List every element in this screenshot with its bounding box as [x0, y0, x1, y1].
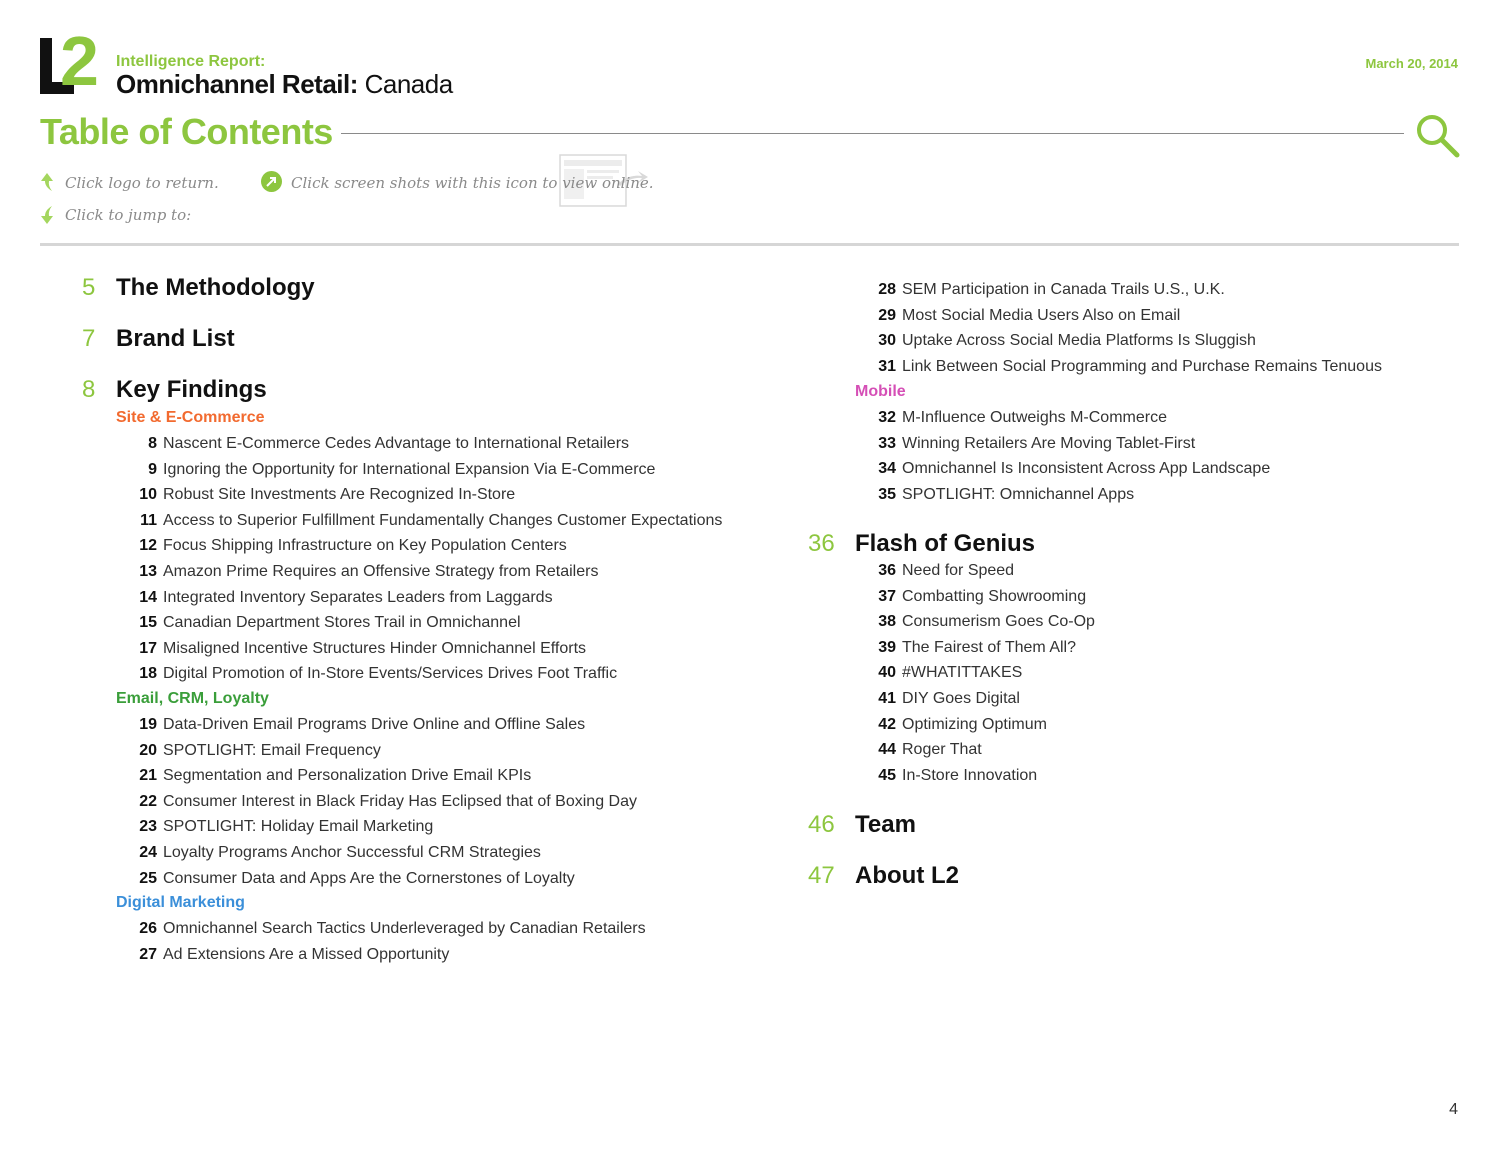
toc-page-number: 18 — [139, 665, 157, 683]
toc-page-number: 13 — [139, 563, 157, 580]
toc-subentry-label: Canadian Department Stores Trail in Omnichannel — [163, 614, 521, 632]
report-title-light: Canada — [357, 69, 453, 99]
toc-subentry-label: Optimizing Optimum — [902, 715, 1047, 733]
toc-page-number: 7 — [82, 325, 96, 352]
toc-subentry-label: Most Social Media Users Also on Email — [902, 306, 1181, 324]
toc-subentry-label: Integrated Inventory Separates Leaders from Laggards — [163, 588, 553, 606]
toc-page-number: 46 — [808, 811, 835, 838]
toc-entry-label: Key Findings — [116, 376, 267, 403]
toc-page-number: 14 — [139, 588, 157, 606]
toc-subentry-label: In-Store Innovation — [902, 766, 1038, 784]
toc-page-number: 8 — [82, 376, 96, 403]
toc-subentry-label: Link Between Social Programming and Purchase Remains Tenuous — [902, 357, 1382, 375]
toc-subentry-label: M-Influence Outweighs M-Commerce — [902, 409, 1167, 426]
toc-page-number: 29 — [878, 306, 896, 324]
toc-subentry-label: SEM Participation in Canada Trails U.S., U.K. — [902, 281, 1225, 298]
toc-page-number: 5 — [82, 274, 96, 301]
report-title-bold: Omnichannel Retail: — [116, 69, 358, 99]
toc-page-number: 37 — [878, 587, 896, 605]
toc-subentry-label: SPOTLIGHT: Email Frequency — [163, 741, 381, 759]
page-number: 4 — [1449, 1101, 1458, 1118]
toc-page-number: 20 — [139, 741, 157, 759]
toc-page-number: 17 — [139, 639, 157, 657]
toc-page-number: 24 — [139, 844, 157, 861]
toc-page-number: 22 — [139, 792, 157, 810]
jump-arrow-icon — [40, 205, 56, 225]
toc-page-number: 32 — [878, 409, 896, 426]
toc-subentry-label: Roger That — [902, 741, 982, 759]
toc-subentry-label: Consumer Data and Apps Are the Cornerstones of Loyalty — [163, 869, 575, 887]
toc-page-number: 40 — [878, 664, 896, 682]
toc-subentry-label: Consumerism Goes Co-Op — [902, 613, 1095, 631]
return-arrow-icon — [40, 172, 56, 192]
toc-page-number: 9 — [148, 460, 157, 478]
category-mobile[interactable]: Mobile — [855, 383, 906, 400]
toc-subentry-label: Ignoring the Opportunity for International Expansion Via E-Commerce — [163, 460, 656, 478]
toc-subentry-label: Loyalty Programs Anchor Successful CRM Strategies — [163, 844, 541, 861]
toc-page-number: 12 — [139, 537, 157, 555]
toc-entry-label: The Methodology — [116, 274, 315, 301]
toc-page-number: 45 — [878, 766, 896, 784]
toc-subentry-label: Access to Superior Fulfillment Fundamentally Changes Customer Expectations — [163, 511, 723, 529]
category-digital-marketing[interactable]: Digital Marketing — [116, 894, 245, 911]
toc-page-number: 39 — [878, 638, 896, 656]
toc-subentry-label: DIY Goes Digital — [902, 690, 1020, 707]
toc-subentry-label: Winning Retailers Are Moving Tablet-First — [902, 434, 1196, 452]
toc-subentry-label: Omnichannel Search Tactics Underleveraged by Canadian Retailers — [163, 920, 646, 937]
toc-subentry-label: Digital Promotion of In-Store Events/Services Drives Foot Traffic — [163, 665, 618, 683]
toc-page-number: 26 — [139, 920, 157, 937]
toc-subentry-label: Data-Driven Email Programs Drive Online and Offline Sales — [163, 716, 586, 733]
toc-subentry-label: Consumer Interest in Black Friday Has Eclipsed that of Boxing Day — [163, 792, 637, 810]
toc-page-number: 15 — [139, 614, 157, 632]
toc-subentry-label: Omnichannel Is Inconsistent Across App Landscape — [902, 460, 1271, 478]
report-date: March 20, 2014 — [1365, 56, 1458, 71]
report-kicker: Intelligence Report: — [116, 53, 266, 70]
toc-page-number: 47 — [808, 862, 835, 889]
toc-page-number: 23 — [139, 818, 157, 836]
logo-two: 2 — [60, 22, 97, 100]
title-divider — [341, 133, 1404, 134]
hint-return: Click logo to return. — [65, 174, 219, 192]
toc-subentry-label: Uptake Across Social Media Platforms Is Sluggish — [902, 332, 1256, 350]
toc-page-number: 11 — [140, 511, 157, 529]
toc-subentry-label: Need for Speed — [902, 562, 1015, 579]
page-title: Table of Contents — [40, 111, 333, 152]
toc-entry-label: Team — [855, 811, 916, 838]
toc-page-number: 38 — [878, 613, 896, 631]
category-site-ecommerce[interactable]: Site & E-Commerce — [116, 409, 265, 426]
toc-page-number: 36 — [878, 562, 896, 579]
toc-page-number: 8 — [148, 435, 157, 452]
toc-page-number: 28 — [878, 281, 896, 298]
toc-page-number: 34 — [878, 460, 896, 478]
toc-page-number: 21 — [139, 767, 157, 785]
toc-page-number: 36 — [808, 530, 835, 557]
category-email-crm-loyalty[interactable]: Email, CRM, Loyalty — [116, 690, 269, 707]
toc-page-number: 35 — [878, 485, 896, 503]
toc-subentry-label: Nascent E-Commerce Cedes Advantage to International Retailers — [163, 435, 630, 452]
toc-page-number: 25 — [139, 869, 157, 887]
toc-subentry-label: Focus Shipping Infrastructure on Key Population Centers — [163, 537, 567, 555]
toc-page-number: 33 — [878, 434, 896, 452]
toc-page-number: 41 — [878, 690, 896, 707]
toc-subentry-label: SPOTLIGHT: Omnichannel Apps — [902, 485, 1135, 503]
toc-subentry-label: #WHATITTAKES — [902, 664, 1023, 682]
toc-subentry-label: The Fairest of Them All? — [902, 638, 1076, 656]
toc-page-number: 44 — [878, 741, 896, 759]
toc-subentry-label: Segmentation and Personalization Drive Email KPIs — [163, 767, 532, 785]
toc-subentry-label: Combatting Showrooming — [902, 587, 1087, 605]
toc-subentry-label: Misaligned Incentive Structures Hinder Omnichannel Efforts — [163, 639, 587, 657]
toc-subentry-label: Ad Extensions Are a Missed Opportunity — [163, 945, 450, 963]
toc-page-number: 30 — [878, 332, 896, 350]
toc-subentry-label: Robust Site Investments Are Recognized In-Store — [163, 486, 516, 504]
hint-jump: Click to jump to: — [65, 206, 192, 224]
report-title — [116, 69, 453, 100]
toc-entry-label: About L2 — [855, 862, 959, 889]
toc-page-number: 31 — [878, 357, 896, 375]
l2-logo[interactable] — [40, 22, 104, 100]
search-icon[interactable] — [1414, 112, 1460, 158]
toc-entry-label: Brand List — [116, 325, 235, 352]
view-online-icon — [261, 171, 282, 192]
toc-subentry-label: SPOTLIGHT: Holiday Email Marketing — [163, 818, 434, 836]
toc-page-number: 42 — [878, 715, 896, 733]
hint-view-online: Click screen shots with this icon to view online. — [291, 174, 654, 192]
header-divider — [40, 243, 1459, 246]
toc-page-number: 19 — [139, 716, 157, 733]
toc-entry-label: Flash of Genius — [855, 530, 1036, 557]
toc-subentry-label: Amazon Prime Requires an Offensive Strategy from Retailers — [163, 563, 599, 580]
toc-page-number: 27 — [139, 945, 157, 963]
toc-page-number: 10 — [139, 486, 157, 504]
